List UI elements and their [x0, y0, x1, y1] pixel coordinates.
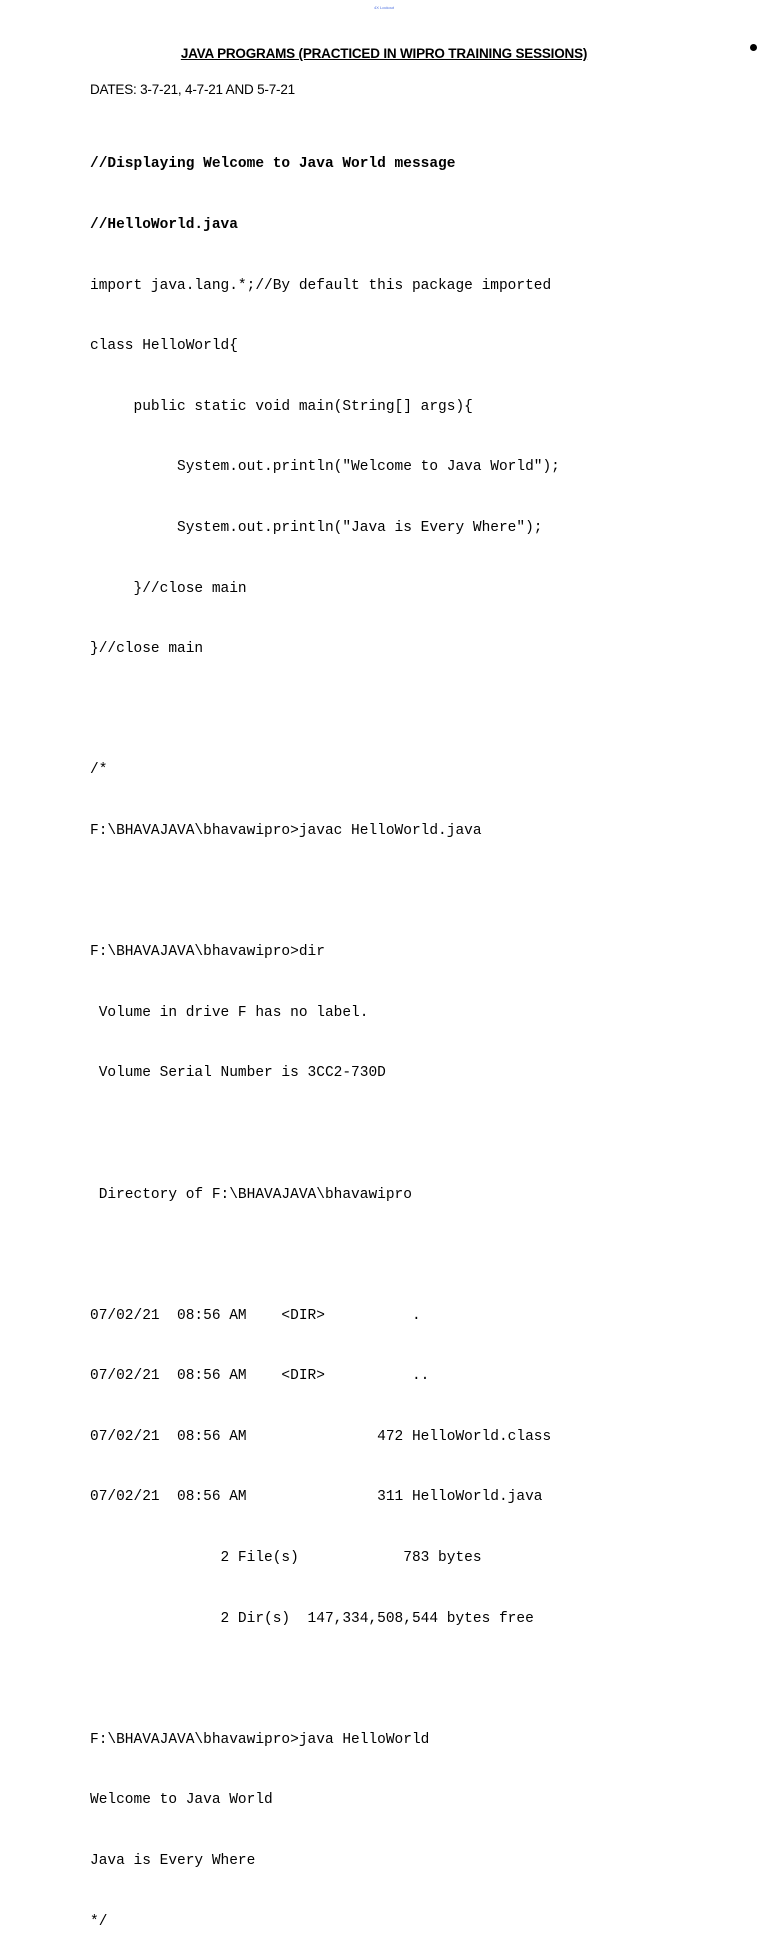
document-title: JAVA PROGRAMS (PRACTICED IN WIPRO TRAINING SESSIONS) — [180, 46, 588, 61]
code-line: 07/02/21 08:56 AM 311 HelloWorld.java — [90, 1489, 543, 1506]
code-line: Volume in drive F has no label. — [90, 1004, 369, 1021]
document-dates: DATES: 3-7-21, 4-7-21 AND 5-7-21 — [90, 82, 295, 97]
code-line — [90, 1245, 560, 1265]
code-line: */ — [90, 1913, 108, 1930]
code-line — [90, 882, 560, 902]
code-line: //Displaying Welcome to Java World message — [90, 156, 456, 173]
code-line: Welcome to Java World — [90, 1792, 273, 1809]
code-line: F:\BHAVAJAVA\bhavawipro>dir — [90, 944, 325, 961]
code-line: class HelloWorld{ — [90, 338, 238, 355]
code-line: 07/02/21 08:56 AM 472 HelloWorld.class — [90, 1428, 552, 1445]
code-line — [90, 1669, 560, 1689]
code-line: public static void main(String[] args){ — [90, 398, 473, 415]
code-line: 07/02/21 08:56 AM <DIR> . — [90, 1307, 421, 1324]
code-line — [90, 700, 560, 720]
code-line: 2 File(s) 783 bytes — [90, 1550, 482, 1567]
code-line: //HelloWorld.java — [90, 217, 238, 233]
code-line: System.out.println("Welcome to Java World"); — [90, 459, 560, 476]
code-line: Volume Serial Number is 3CC2-730D — [90, 1065, 386, 1082]
code-line: F:\BHAVAJAVA\bhavawipro>javac HelloWorld.java — [90, 822, 482, 839]
code-line: Directory of F:\BHAVAJAVA\bhavawipro — [90, 1186, 412, 1203]
code-line: }//close main — [90, 641, 204, 658]
code-line: F:\BHAVAJAVA\bhavawipro>java HelloWorld — [90, 1731, 430, 1748]
code-line — [90, 1124, 560, 1144]
code-line: 2 Dir(s) 147,334,508,544 bytes free — [90, 1610, 534, 1627]
code-block — [90, 114, 560, 1952]
code-line: import java.lang.*;//By default this package imported — [90, 277, 552, 294]
code-line: }//close main — [90, 580, 247, 597]
code-line: Java is Every Where — [90, 1853, 256, 1870]
code-line: /* — [90, 762, 108, 779]
code-line: System.out.println("Java is Every Where"); — [90, 519, 543, 536]
code-line: 07/02/21 08:56 AM <DIR> .. — [90, 1368, 430, 1385]
top-link-text[interactable]: 4X Lockout — [373, 5, 394, 10]
